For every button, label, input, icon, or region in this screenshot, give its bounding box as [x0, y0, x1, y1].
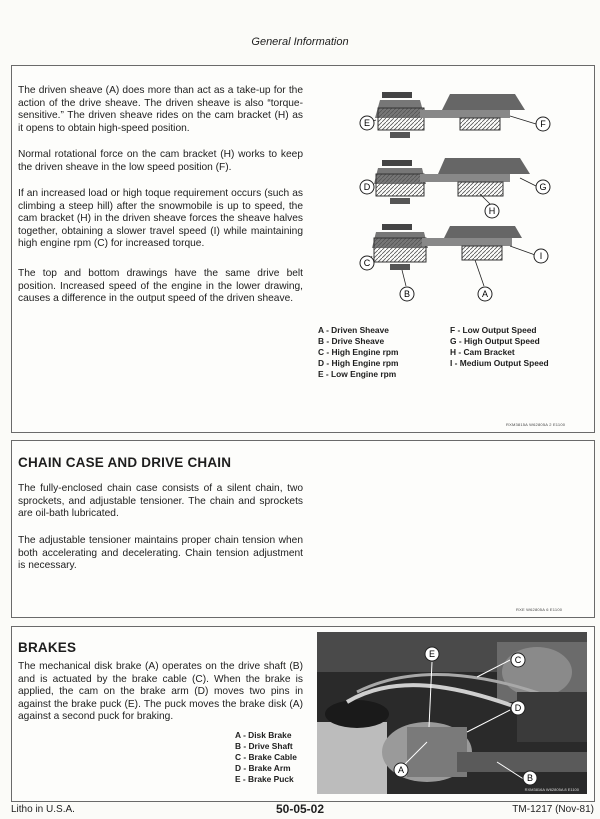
sheave-legend-left	[318, 325, 399, 380]
legend-item: E - Low Engine rpm	[318, 369, 397, 379]
callout-label-c: C	[363, 258, 371, 268]
callout-label-i: I	[539, 251, 543, 261]
chain-reference-code: RXE W62805A 6 E1100	[516, 607, 563, 612]
photo-label-d: D	[514, 703, 522, 713]
photo-label-a: A	[397, 765, 405, 775]
brakes-section-title: BRAKES	[18, 640, 77, 655]
photo-reference-code: RXM3816A W62805A 8 E1100	[524, 787, 579, 792]
legend-item: F - Low Output Speed	[450, 325, 537, 335]
callout-label-a: A	[481, 289, 489, 299]
sheave-paragraph-4: The top and bottom drawings have the same drive belt position. Increased speed of the engine in the lower drawing, causes a difference in the output speed of the driven sheave.	[18, 268, 303, 305]
legend-item: B - Drive Sheave	[318, 336, 385, 346]
sheave-paragraph-1: The driven sheave (A) does more than act as a take-up for the action of the drive sheave. The driven sheave is also “torque-sensitive.” The driven sheave rides on the cam bracket (H) as it opens to obtain high-speed position.	[18, 85, 303, 134]
chain-paragraph-1: The fully-enclosed chain case consists of a silent chain, two sprockets, and adjustable tensioner. The chain and sprockets are oil-bath lubricated.	[18, 483, 303, 520]
brakes-paragraph: The mechanical disk brake (A) operates on the drive shaft (B) and is actuated by the brake cable (C). When the brake is applied, the cam on the brake arm (D) moves two pins in against the brake puck (E). The puck moves the brake disk (A) against a second puck for braking.	[18, 661, 303, 723]
page-header: General Information	[251, 36, 349, 48]
footer-litho: Litho in U.S.A.	[11, 804, 75, 815]
chain-section-title: CHAIN CASE AND DRIVE CHAIN	[18, 455, 232, 470]
legend-item: C - Brake Cable	[235, 752, 297, 762]
legend-item: E - Brake Puck	[235, 774, 294, 784]
chain-paragraph-2: The adjustable tensioner maintains proper chain tension when both accelerating and decelerating. Chain tension adjustment is necessary.	[18, 535, 303, 572]
sheave-legend-right	[450, 325, 549, 369]
legend-item: H - Cam Bracket	[450, 347, 515, 357]
top-sheave-drawing	[375, 92, 525, 138]
callout-label-e: E	[363, 118, 371, 128]
sheave-reference-code: RXM3815A W62805A 2 E1100	[506, 422, 566, 427]
callout-label-g: G	[539, 182, 547, 192]
legend-item: B - Drive Shaft	[235, 741, 293, 751]
photo-label-c: C	[514, 655, 522, 665]
footer-page-number: 50-05-02	[275, 802, 325, 816]
brake-photo	[317, 632, 587, 794]
legend-item: D - High Engine rpm	[318, 358, 399, 368]
callout-label-b: B	[403, 289, 411, 299]
sheave-paragraph-3: If an increased load or high toque requirement occurs (such as climbing a steep hill) after the snowmobile is up to speed, the cam bracket (H) in the driven sheave forces the sheave halves together, obtaining a slower travel speed (I) while maintaining high engine rpm (C) for increased torque.	[18, 188, 303, 250]
callout-label-h: H	[488, 206, 496, 216]
photo-label-e: E	[428, 649, 436, 659]
legend-item: A - Driven Sheave	[318, 325, 389, 335]
legend-item: G - High Output Speed	[450, 336, 540, 346]
middle-sheave-drawing	[374, 158, 530, 204]
callout-label-d: D	[363, 182, 371, 192]
brakes-legend	[235, 730, 297, 785]
photo-label-b: B	[526, 773, 534, 783]
bottom-sheave-drawing	[372, 224, 522, 270]
legend-item: D - Brake Arm	[235, 763, 291, 773]
legend-item: C - High Engine rpm	[318, 347, 399, 357]
footer-manual-code: TM-1217 (Nov-81)	[512, 804, 594, 815]
legend-item: A - Disk Brake	[235, 730, 292, 740]
sheave-paragraph-2: Normal rotational force on the cam bracket (H) works to keep the driven sheave in the low speed position (F).	[18, 149, 303, 173]
sheave-diagram	[350, 86, 555, 306]
callout-label-f: F	[540, 119, 546, 129]
legend-item: I - Medium Output Speed	[450, 358, 549, 368]
